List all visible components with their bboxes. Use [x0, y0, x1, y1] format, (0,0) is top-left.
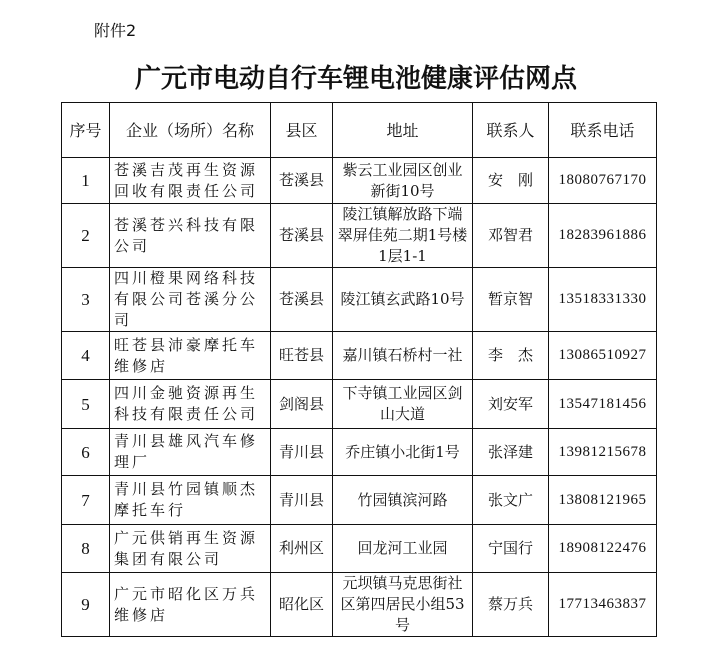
cell-contact: 暂京智: [473, 268, 549, 332]
table-row: [62, 380, 657, 429]
cell-name: 旺苍县沛豪摩托车维修店: [110, 332, 271, 380]
cell-name: 四川金驰资源再生科技有限责任公司: [110, 380, 271, 429]
cell-phone: 18080767170: [549, 158, 657, 204]
cell-address: 下寺镇工业园区剑山大道: [333, 380, 473, 429]
cell-county: 剑阁县: [271, 380, 333, 429]
table-row: [62, 332, 657, 380]
table-row: [62, 429, 657, 476]
cell-index: 3: [62, 268, 110, 332]
cell-address: 回龙河工业园: [333, 525, 473, 573]
cell-contact: 蔡万兵: [473, 573, 549, 637]
cell-address: 陵江镇解放路下端翠屏佳苑二期1号楼1层1-1: [333, 204, 473, 268]
cell-address: 嘉川镇石桥村一社: [333, 332, 473, 380]
cell-contact: 刘安军: [473, 380, 549, 429]
cell-phone: 17713463837: [549, 573, 657, 637]
outlets-table: [61, 102, 657, 637]
cell-county: 苍溪县: [271, 158, 333, 204]
cell-contact: 张文广: [473, 476, 549, 525]
cell-contact: 李 杰: [473, 332, 549, 380]
cell-contact: 邓智君: [473, 204, 549, 268]
header-name: 企业（场所）名称: [110, 103, 271, 158]
cell-name: 青川县竹园镇顺杰摩托车行: [110, 476, 271, 525]
cell-name: 广元市昭化区万兵维修店: [110, 573, 271, 637]
cell-contact: 宁国行: [473, 525, 549, 573]
cell-index: 4: [62, 332, 110, 380]
table-row: [62, 204, 657, 268]
cell-name: 苍溪苍兴科技有限公司: [110, 204, 271, 268]
header-contact: 联系人: [473, 103, 549, 158]
cell-name: 四川橙果网络科技有限公司苍溪分公司: [110, 268, 271, 332]
cell-contact: 安 刚: [473, 158, 549, 204]
cell-county: 苍溪县: [271, 268, 333, 332]
header-phone: 联系电话: [549, 103, 657, 158]
cell-index: 7: [62, 476, 110, 525]
cell-address: 乔庄镇小北街1号: [333, 429, 473, 476]
cell-phone: 13518331330: [549, 268, 657, 332]
cell-name: 苍溪吉茂再生资源回收有限责任公司: [110, 158, 271, 204]
cell-phone: 18908122476: [549, 525, 657, 573]
header-row: [62, 103, 657, 158]
cell-phone: 13547181456: [549, 380, 657, 429]
cell-address: 竹园镇滨河路: [333, 476, 473, 525]
cell-county: 昭化区: [271, 573, 333, 637]
cell-index: 9: [62, 573, 110, 637]
cell-index: 5: [62, 380, 110, 429]
cell-phone: 13086510927: [549, 332, 657, 380]
cell-index: 2: [62, 204, 110, 268]
header-address: 地址: [333, 103, 473, 158]
cell-index: 8: [62, 525, 110, 573]
cell-phone: 18283961886: [549, 204, 657, 268]
table-row: [62, 268, 657, 332]
cell-county: 利州区: [271, 525, 333, 573]
cell-county: 旺苍县: [271, 332, 333, 380]
cell-phone: 13981215678: [549, 429, 657, 476]
table-row: [62, 158, 657, 204]
table-row: [62, 573, 657, 637]
cell-county: 青川县: [271, 429, 333, 476]
attachment-label: 附件2: [94, 21, 137, 40]
cell-phone: 13808121965: [549, 476, 657, 525]
cell-address: 元坝镇马克思街社区第四居民小组53号: [333, 573, 473, 637]
cell-address: 陵江镇玄武路10号: [333, 268, 473, 332]
header-county: 县区: [271, 103, 333, 158]
cell-county: 苍溪县: [271, 204, 333, 268]
cell-index: 1: [62, 158, 110, 204]
cell-name: 广元供销再生资源集团有限公司: [110, 525, 271, 573]
table-row: [62, 476, 657, 525]
header-index: 序号: [62, 103, 110, 158]
cell-address: 紫云工业园区创业新街10号: [333, 158, 473, 204]
table-row: [62, 525, 657, 573]
cell-index: 6: [62, 429, 110, 476]
cell-contact: 张泽建: [473, 429, 549, 476]
cell-county: 青川县: [271, 476, 333, 525]
document-title: 广元市电动自行车锂电池健康评估网点: [134, 64, 577, 94]
cell-name: 青川县雄风汽车修理厂: [110, 429, 271, 476]
